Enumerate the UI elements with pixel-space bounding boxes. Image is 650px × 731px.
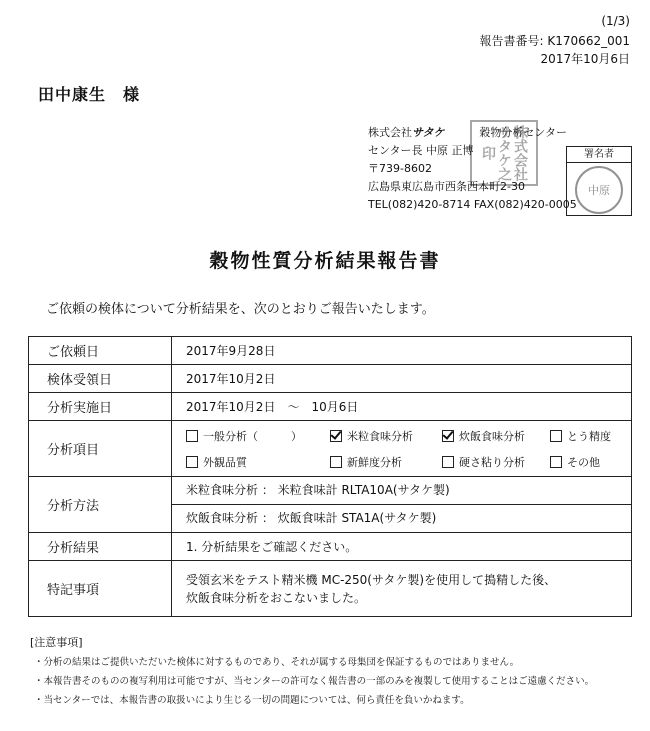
row-label: ご依頼日 [29,337,172,365]
analysis-method-cell [172,477,632,533]
table-row [29,561,632,617]
analysis-items-cell [172,421,632,477]
row-label: 分析実施日 [29,393,172,421]
signature-stamp: 中原 [575,166,623,214]
report-date: 2017年10月6日 [540,52,630,66]
note-item: ・当センターでは、本報告書の取扱いにより生じる一切の問題については、何ら責任を負いかねます。 [34,695,470,706]
document-title: 穀物性質分析結果報告書 [209,250,441,272]
table-row [29,477,632,533]
checkbox-freshness[interactable]: 新鮮度分析 [330,454,442,470]
recipient-name: 田中康生 様 [38,85,141,104]
note-item: ・分析の結果はご提供いただいた検体に対するものであり、それが属する母集団を保証するものではありません。 [34,657,520,668]
analysis-date-value: 2017年10月2日 ～ 10月6日 [172,393,632,421]
signature-label: 署名者 [567,147,631,163]
table-row [29,365,632,393]
page-number: (1/3) [601,14,630,28]
table-row [29,337,632,365]
row-label: 分析結果 [29,533,172,561]
row-label: 分析項目 [29,421,172,477]
analysis-result-value: 1. 分析結果をご確認ください。 [172,533,632,561]
analysis-summary-table [28,336,632,617]
checkbox-mark [550,430,562,442]
issuer-company [368,124,577,142]
checkbox-mark [186,430,198,442]
issuer-block [368,124,577,214]
remarks-line-2: 炊飯食味分析をおこないました。 [186,590,367,605]
company-brand: サタケ [412,126,445,139]
checkbox-general-analysis[interactable]: 一般分析（ ） [186,428,330,444]
checkbox-hardness-stickiness[interactable]: 硬さ粘り分析 [442,454,550,470]
note-item: ・本報告書そのものの複写利用は可能ですが、当センターの許可なく報告書の一部のみを複製して使用することはご遠慮ください。 [34,676,595,687]
address: 広島県東広島市西条西本町2-30 [368,180,525,193]
checkbox-mark [442,430,454,442]
signature-box [566,146,632,216]
row-label: 検体受領日 [29,365,172,393]
report-number: 報告書番号: K170662_001 [479,34,630,48]
checkbox-cooked-rice-taste[interactable]: 炊飯食味分析 [442,428,550,444]
checkbox-mark [330,456,342,468]
checkbox-mark [442,456,454,468]
checkbox-mark [330,430,342,442]
checkbox-other[interactable]: その他 [550,454,631,470]
request-date-value: 2017年9月28日 [172,337,632,365]
checkbox-mark [186,456,198,468]
method-line-2: 炊飯食味分析 ： 炊飯食味計 STA1A(サタケ製) [186,511,437,525]
checkbox-milling-degree[interactable]: とう精度 [550,428,631,444]
checkbox-appearance-quality[interactable]: 外観品質 [186,454,330,470]
postal-code: 〒739-8602 [368,162,432,175]
company-seal-stamp: 株式会社サタケ之印 [470,120,538,186]
method-line-1: 米粒食味分析 ： 米粒食味計 RLTA10A(サタケ製) [172,477,631,505]
center-name: 穀物分析センター [479,126,567,139]
table-row [29,533,632,561]
remarks-cell [172,561,632,617]
remarks-line-1: 受領玄米をテスト精米機 MC-250(サタケ製)を使用して搗精した後、 [186,572,557,587]
row-label: 特記事項 [29,561,172,617]
company-prefix: 株式会社 [368,126,412,139]
table-row [29,421,632,477]
checkbox-rice-grain-taste[interactable]: 米粒食味分析 [330,428,442,444]
receipt-date-value: 2017年10月2日 [172,365,632,393]
contact-numbers: TEL(082)420-8714 FAX(082)420-0005 [368,198,577,211]
row-label: 分析方法 [29,477,172,533]
director-name: センター長 中原 正博 [368,144,474,157]
checkbox-mark [550,456,562,468]
notes-heading: [注意事項] [30,636,83,649]
intro-text: ご依頼の検体について分析結果を、次のとおりご報告いたします。 [46,302,435,317]
table-row [29,393,632,421]
